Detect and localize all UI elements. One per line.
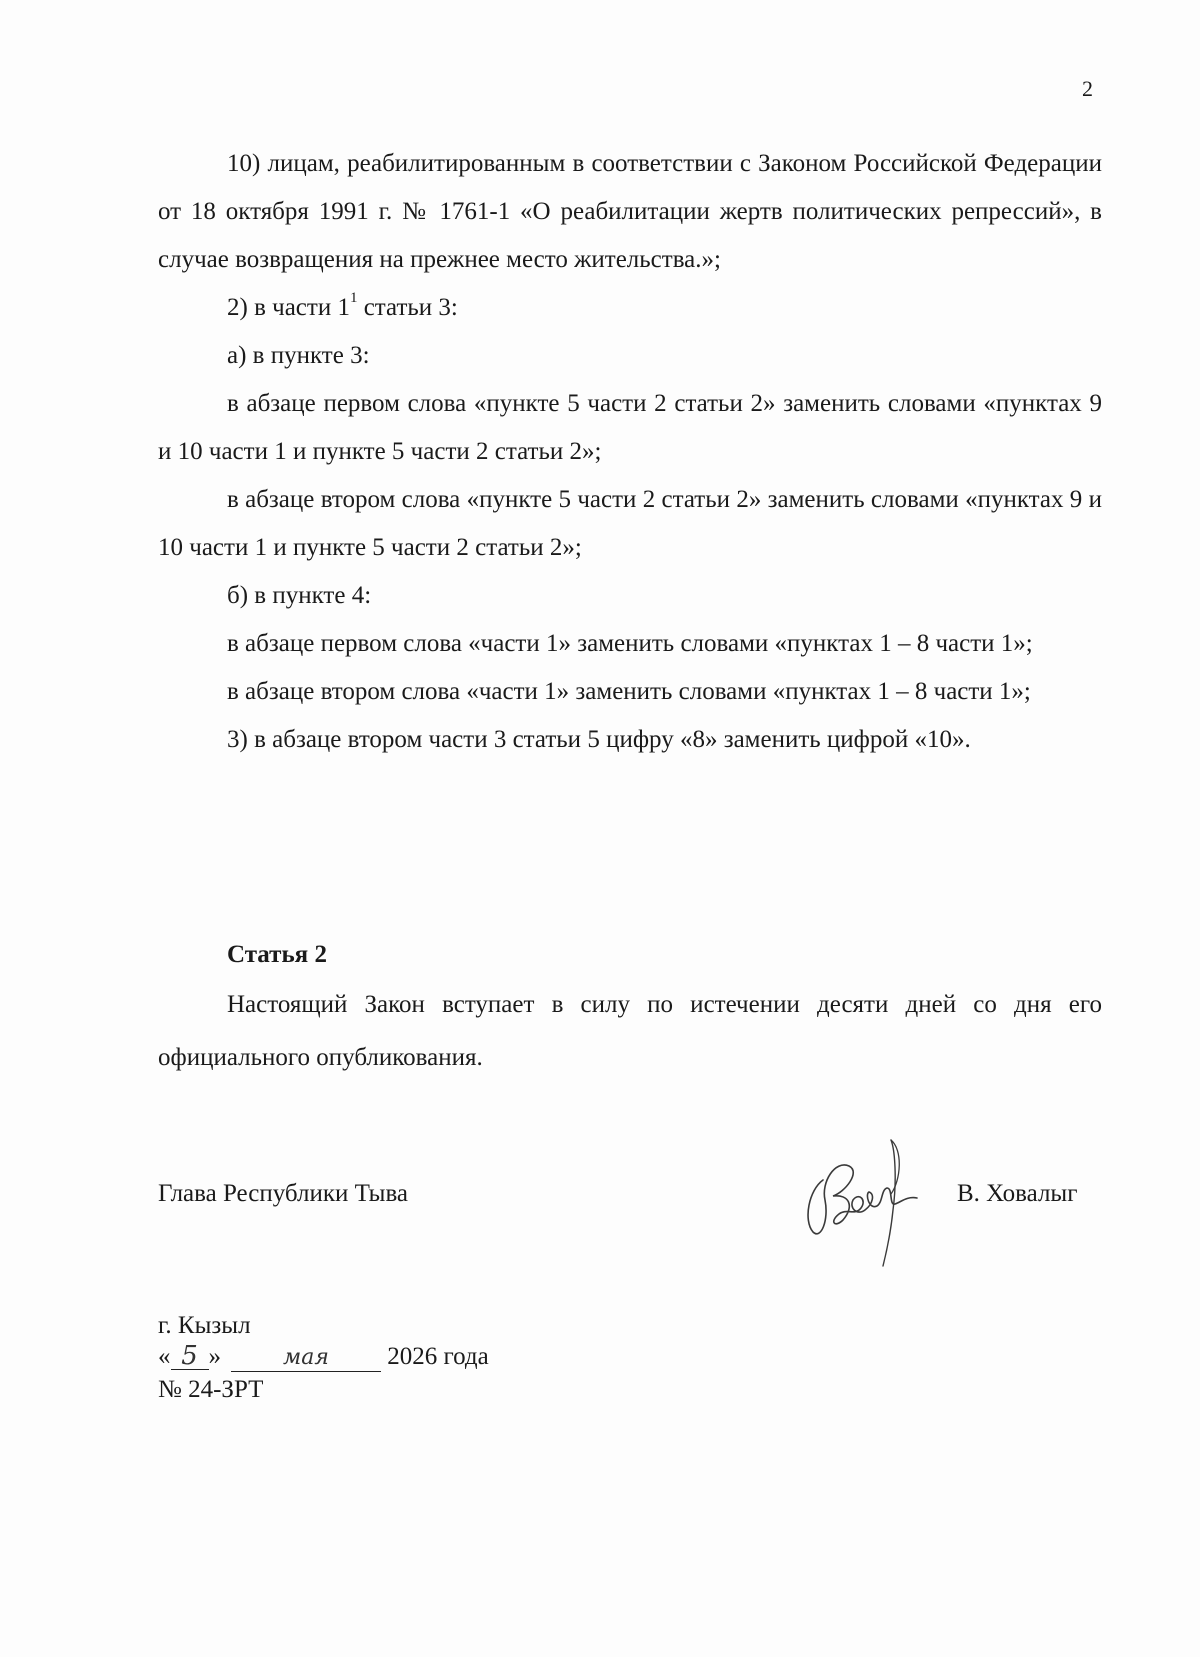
paragraph-first-abzac-4: в абзаце первом слова «части 1» заменить словами «пунктах 1 – 8 части 1»; <box>227 630 1033 657</box>
date-year: 2026 года <box>387 1343 489 1370</box>
paragraph-item-3: 3) в абзаце втором части 3 статьи 5 цифру «8» заменить цифрой «10». <box>227 726 971 753</box>
article-2-body <box>158 978 1102 1084</box>
date-month-handwritten: мая <box>231 1345 381 1372</box>
paragraph-part-1-1 <box>158 284 1102 332</box>
paragraph-sub-b: б) в пункте 4: <box>227 582 372 609</box>
law-body <box>158 140 1102 764</box>
superscript-index: 1 <box>349 290 358 306</box>
signing-date <box>158 1341 489 1372</box>
paragraph-part-text: 2) в части 1 <box>227 294 350 321</box>
article-2-heading: Статья 2 <box>227 941 327 968</box>
signatory-title: Глава Республики Тыва <box>158 1180 409 1207</box>
paragraph-sub-a: а) в пункте 3: <box>227 342 370 369</box>
place-of-signing: г. Кызыл <box>158 1312 251 1339</box>
paragraph-second-abzac-3: в абзаце втором слова «пункте 5 части 2 статьи 2» заменить словами «пунктах 9 и 10 части 1 и пункте 5 части 2 статьи 2»; <box>158 486 1102 561</box>
paragraph-second-abzac-4: в абзаце втором слова «части 1» заменить словами «пунктах 1 – 8 части 1»; <box>227 678 1031 705</box>
signatory-name: В. Ховалыг <box>957 1180 1078 1207</box>
paragraph-part-text-tail: статьи 3: <box>357 294 458 321</box>
date-day-handwritten: 5 <box>171 1343 209 1370</box>
law-number: № 24-ЗРТ <box>158 1376 264 1403</box>
handwritten-signature <box>795 1120 935 1270</box>
article-2-text: Настоящий Закон вступает в силу по истечении десяти дней со дня его официального опубликования. <box>158 991 1102 1071</box>
date-close-quote: » <box>208 1343 221 1370</box>
date-open-quote: « <box>158 1343 171 1370</box>
paragraph-item-10: 10) лицам, реабилитированным в соответствии с Законом Российской Федерации от 18 октября 1991 г. № 1761-1 «О реабилитации жертв политических репрессий», в случае возвращения на прежнее место жительства.»; <box>158 150 1102 273</box>
page-number: 2 <box>1082 76 1093 101</box>
paragraph-first-abzac-3: в абзаце первом слова «пункте 5 части 2 статьи 2» заменить словами «пунктах 9 и 10 части 1 и пункте 5 части 2 статьи 2»; <box>158 390 1102 465</box>
